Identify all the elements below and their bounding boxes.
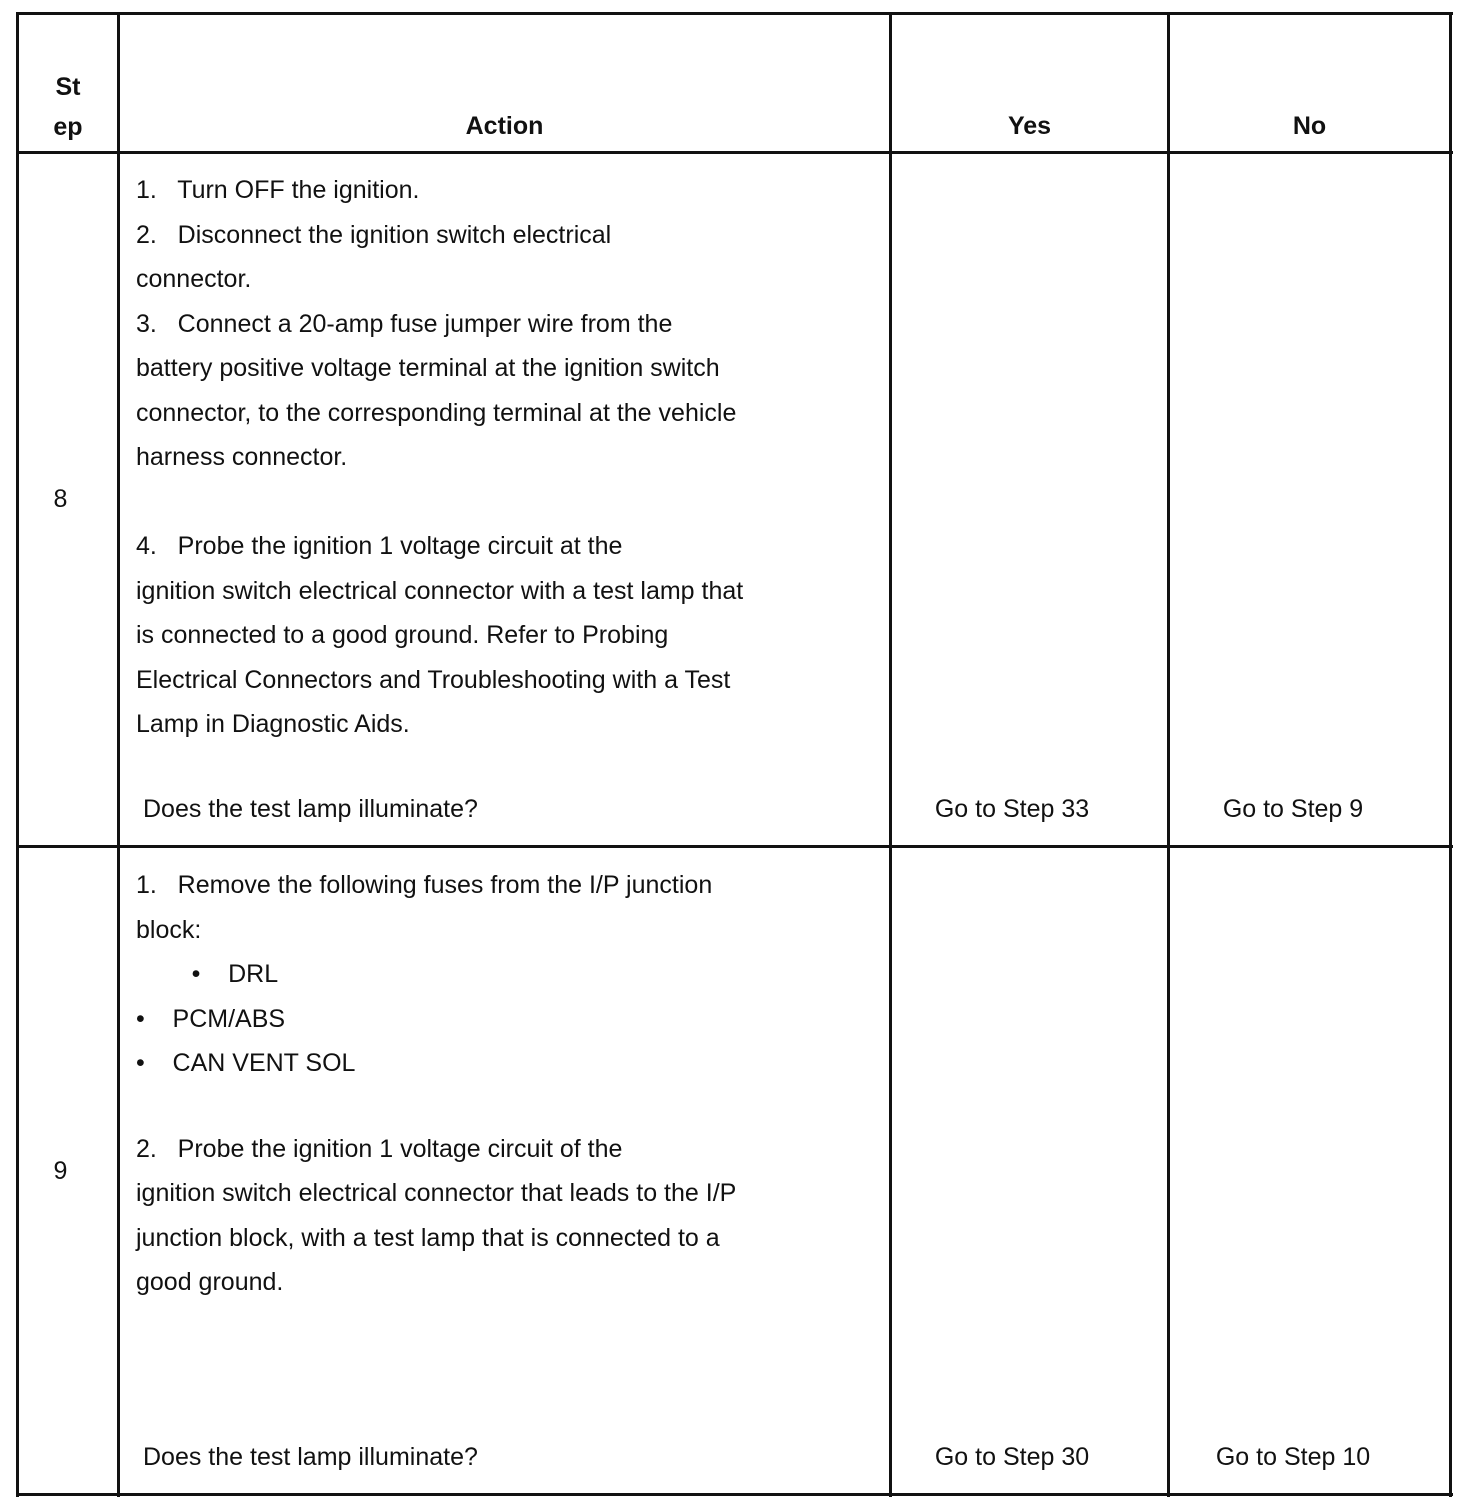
column-divider-step — [117, 12, 120, 1497]
row-9-yes: Go to Step 30 — [934, 1443, 1090, 1471]
action-line: 3. Connect a 20-amp fuse jumper wire from the — [136, 310, 673, 338]
column-divider-yes — [1167, 12, 1170, 1497]
table-border-bottom — [16, 1493, 1453, 1496]
row-9-step: 9 — [53, 1157, 68, 1185]
action-line: harness connector. — [136, 443, 348, 471]
header-step — [19, 67, 117, 147]
action-line: 1. Remove the following fuses from the I/P junction — [136, 871, 713, 899]
action-line: 4. Probe the ignition 1 voltage circuit at the — [136, 532, 623, 560]
action-line: 2. Probe the ignition 1 voltage circuit of the — [136, 1135, 623, 1163]
column-divider-action — [889, 12, 892, 1497]
action-line: junction block, with a test lamp that is connected to a — [136, 1224, 720, 1252]
action-line: block: — [136, 916, 202, 944]
row-divider — [16, 845, 1453, 848]
header-action: Action — [465, 112, 544, 140]
action-line: 2. Disconnect the ignition switch electrical — [136, 221, 612, 249]
list-item: • CAN VENT SOL — [136, 1049, 356, 1077]
header-step-line1: St — [55, 73, 81, 101]
header-step-line2: ep — [53, 113, 83, 141]
action-line: Lamp in Diagnostic Aids. — [136, 710, 410, 738]
action-line: connector, to the corresponding terminal at the vehicle — [136, 399, 737, 427]
table-border-left — [16, 12, 19, 1497]
action-line: ignition switch electrical connector that leads to the I/P — [136, 1179, 737, 1207]
row-8-step: 8 — [53, 485, 68, 513]
header-yes: Yes — [1007, 112, 1052, 140]
action-line: connector. — [136, 265, 252, 293]
row-8-no: Go to Step 9 — [1222, 795, 1364, 823]
action-line: Electrical Connectors and Troubleshooting with a Test — [136, 666, 731, 694]
table-border-right — [1449, 12, 1452, 1497]
action-line: good ground. — [136, 1268, 284, 1296]
list-item: • DRL — [136, 960, 279, 988]
header-no: No — [1292, 112, 1327, 140]
table-border-top — [16, 12, 1453, 15]
list-item: • PCM/ABS — [136, 1005, 286, 1033]
action-line: battery positive voltage terminal at the ignition switch — [136, 354, 720, 382]
row-9-no: Go to Step 10 — [1215, 1443, 1371, 1471]
action-line: is connected to a good ground. Refer to Probing — [136, 621, 669, 649]
action-line: ignition switch electrical connector with a test lamp that — [136, 577, 744, 605]
action-line: 1. Turn OFF the ignition. — [136, 176, 420, 204]
row-9-question: Does the test lamp illuminate? — [143, 1443, 478, 1471]
header-divider — [16, 151, 1453, 154]
row-8-yes: Go to Step 33 — [934, 795, 1090, 823]
row-8-question: Does the test lamp illuminate? — [143, 795, 478, 823]
